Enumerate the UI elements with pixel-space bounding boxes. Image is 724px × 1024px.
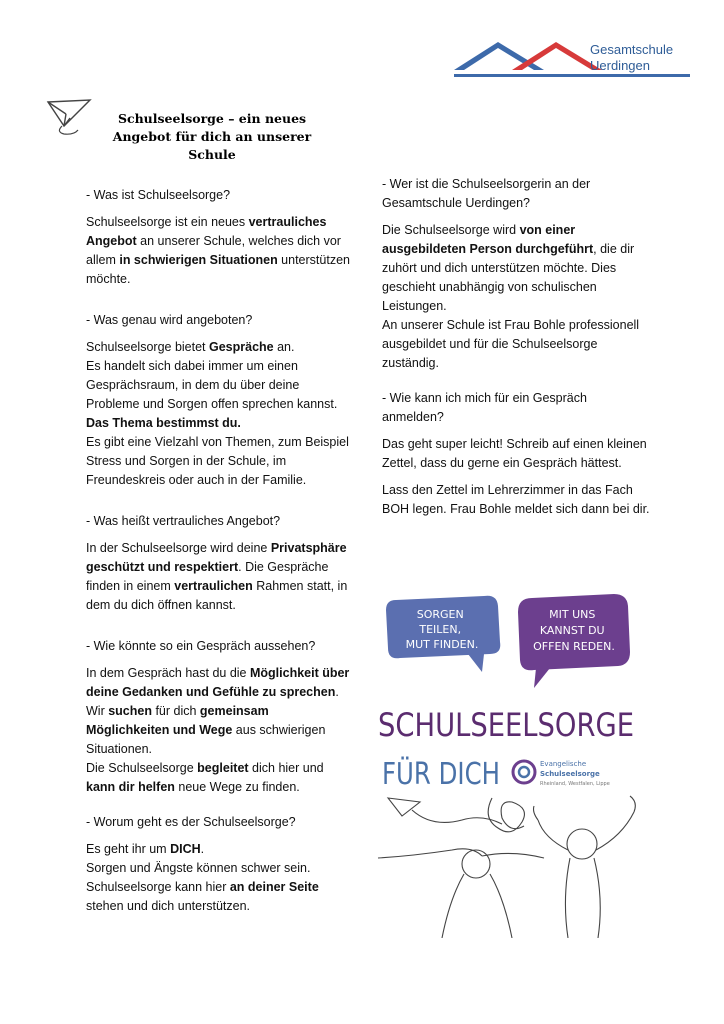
svg-text:Evangelische Schulseelsorg: [540, 751, 610, 787]
bubble-left-line2: TEILEN,: [419, 623, 462, 636]
title-line2: Angebot für dich an unserer: [112, 129, 312, 144]
left-column: [86, 186, 352, 916]
school-name: [590, 42, 700, 74]
answer-register-2: Lass den Zettel im Lehrerzimmer in das Fach BOH legen. Frau Bohle meldet sich dann bei dir.: [382, 483, 650, 516]
org-line3: Rheinland, Westfalen, Lippe: [540, 781, 610, 787]
page-title: [104, 110, 320, 164]
schulseelsorge-poster: [372, 588, 662, 938]
poster-headline: SCHULSEELSORGE: [378, 706, 634, 744]
question-register: - Wie kann ich mich für ein Gespräch anmelden?: [382, 391, 587, 424]
bubble-right-line3: OFFEN REDEN.: [533, 640, 615, 653]
bubble-right-line1: MIT UNS: [549, 608, 596, 621]
answer-who: Die Schulseelsorge wird von einer ausgebildeten Person durchgeführt, die dir zuhört und dich unterstützen möchte. Dies geschieht unabhängig von schulischen Leistungen. An unserer Schule ist Frau Bohle professionell ausgebildet und für die Schulseelsorge zuständig.: [382, 223, 640, 370]
bubble-left-line3: MUT FINDEN.: [405, 638, 479, 651]
question-what-offered: - Was genau wird angeboten?: [86, 313, 253, 327]
org-line1: Evangelische: [540, 760, 587, 768]
question-what-about: - Worum geht es der Schulseelsorge?: [86, 815, 296, 829]
title-line3: Schule: [188, 147, 236, 162]
title-line1: Schulseelsorge – ein neues: [117, 111, 307, 126]
answer-what-is: Schulseelsorge ist ein neues vertrauliches Angebot an unserer Schule, welches dich vor allem in schwierigen Situationen unterstützen möchte.: [86, 215, 350, 286]
bubble-right-line2: KANNST DU: [539, 624, 605, 637]
answer-what-offered: Schulseelsorge bietet Gespräche an. Es handelt sich dabei immer um einen Gesprächsraum, in dem du über deine Probleme und Sorgen offen sprechen kannst. Das Thema bestimmst du. Es gibt eine Vielzahl von Themen, zum Beispiel Stress und Sorgen in der Schule, im Freundeskreis oder auch in der Familie.: [86, 340, 349, 487]
question-who: - Wer ist die Schulseelsorgerin an der Gesamtschule Uerdingen?: [382, 177, 591, 210]
school-name-line2: Uerdingen: [590, 58, 650, 73]
school-name-line1: Gesamtschule: [590, 42, 674, 57]
right-column: [382, 175, 652, 519]
org-line2: Schulseelsorge: [540, 770, 600, 778]
answer-what-about: Es geht ihr um DICH. Sorgen und Ängste können schwer sein. Schulseelsorge kann hier an deiner Seite stehen und dich unterstützen.: [86, 842, 319, 913]
question-confidential: - Was heißt vertrauliches Angebot?: [86, 514, 281, 528]
answer-register-1: Das geht super leicht! Schreib auf einen kleinen Zettel, dass du gerne ein Gespräch hättest.: [382, 437, 647, 470]
question-what-is: - Was ist Schulseelsorge?: [86, 188, 231, 202]
answer-conversation: In dem Gespräch hast du die Möglichkeit über deine Gedanken und Gefühle zu sprechen. Wir suchen für dich gemeinsam Möglichkeiten und Wege aus schwierigen Situationen. Die Schulseelsorge begleitet dich hier und kann dir helfen neue Wege zu finden.: [86, 666, 350, 794]
poster-subline: FÜR DICH: [382, 757, 528, 792]
answer-confidential: In der Schulseelsorge wird deine Privatsphäre geschützt und respektiert. Die Gespräche finden in einem vertraulichen Rahmen statt, in dem du dich öffnen kannst.: [86, 541, 348, 612]
line-drawing-illustration: [378, 796, 635, 938]
bubble-left-line1: SORGEN: [416, 608, 464, 621]
paper-plane-icon: [44, 96, 94, 136]
question-conversation: - Wie könnte so ein Gespräch aussehen?: [86, 639, 316, 653]
evangelische-schulseelsorge-logo: [513, 761, 535, 783]
